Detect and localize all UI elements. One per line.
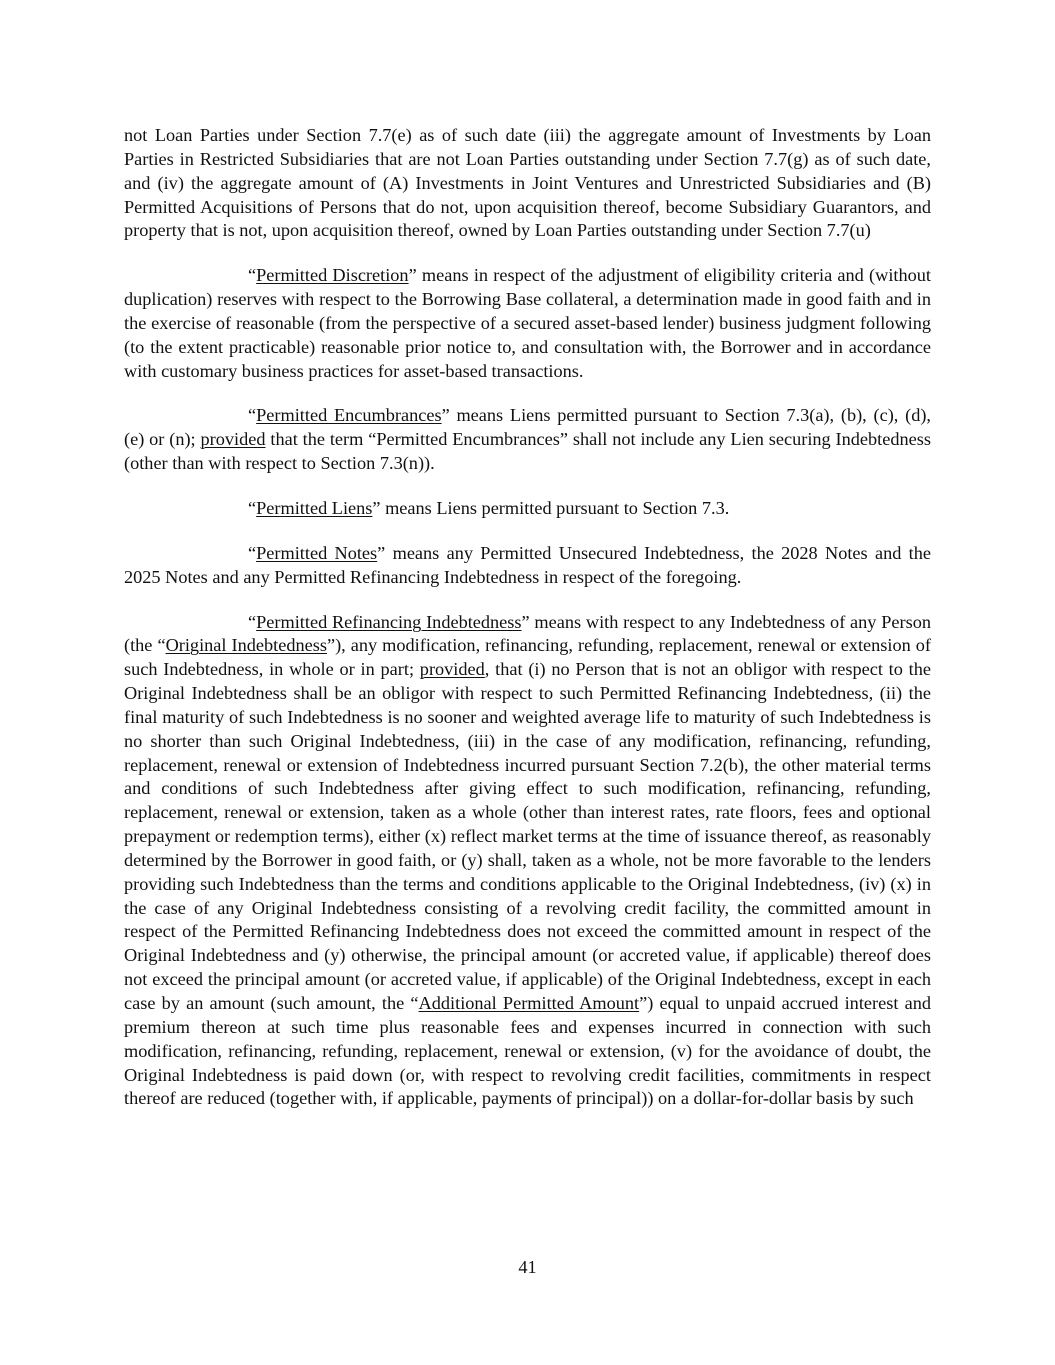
defined-term-additional-permitted-amount: Additional Permitted Amount xyxy=(418,993,640,1013)
definition-text: ”), any modification, refinancing, refunding, replacement, renewal or extension of such Indebtedness, in whole or in part; xyxy=(124,635,932,680)
defined-term: Permitted Discretion xyxy=(256,265,409,286)
paragraph-text: not Loan Parties under Section 7.7(e) as of such date (iii) the aggregate amount of Investments by Loan Parties in Restricted Subsidiaries that are not Loan Parties outstanding under Section 7.7(g) as of such date, and (iv) the aggregate amount of (A) Investments in Joint Ventures and Unrestricted Subsidiaries and (B) Permitted Acquisitions of Persons that do not, upon acquisition thereof, become Subsidiary Guarantors, and property that is not, upon acquisition thereof, owned by Loan Parties outstanding under Section 7.7(u) xyxy=(124,125,931,241)
definition-text: ” means with respect to any Indebtedness of any Person (the “ xyxy=(124,611,931,656)
definition-text: , that (i) no Person that is not an obligor with respect to the Original Indebtedness shall be an obligor with respect to such Permitted Refinancing Indebtedness, (ii) the final maturity of such Indebtedness is no sooner and weighted average life to maturity of such Indebtedness is no shorter than such Original Indebtedness, (iii) in the case of any modification, refinancing, refunding, replacement, renewal or extension of Indebtedness incurred pursuant Section 7.2(b), the other material terms and conditions of such Indebtedness after giving effect to such modification, refinancing, refunding, replacement, renewal or extension, taken as a whole (other than interest rates, rate floors, fees and optional prepayment or redemption terms), either (x) reflect market terms at the time of issuance thereof, as reasonably determined by the Borrower in good faith, or (y) shall, taken as a whole, not be more favorable to the lenders providing such Indebtedness than the terms and conditions applicable to the Original Indebtedness, (iv) (x) in the case of any Original Indebtedness consisting of a revolving credit facility, the committed amount in respect of the Permitted Refinancing Indebtedness does not exceed the committed amount in respect of the Original Indebtedness and (y) otherwise, the principal amount (or accreted value, if applicable) thereof does not exceed the principal amount (or accreted value, if applicable) of the Original Indebtedness, except in each case by an amount (such amount, the “ xyxy=(124,659,931,1013)
definition-text: ”) equal to unpaid accrued interest and premium thereon at such time plus reasonable fees and expenses incurred in connection with such modification, refinancing, refunding, replacement, renewal or extension, (v) for the avoidance of doubt, the Original Indebtedness is paid down (or, with respect to revolving credit facilities, commitments in respect thereof are reduced (together with, if applicable, payments of principal)) on a dollar-for-dollar basis by such xyxy=(124,993,931,1109)
defined-term: Permitted Liens xyxy=(256,497,373,518)
provided-term: provided xyxy=(200,429,266,450)
definition-text: ” means Liens permitted pursuant to Section 7.3. xyxy=(372,497,730,518)
definition-text: that the term “Permitted Encumbrances” shall not include any Lien securing Indebtedness (other than with respect to Section 7.3(n)). xyxy=(124,429,931,474)
definition-permitted-refinancing-indebtedness: “Permitted Refinancing Indebtedness” means with respect to any Indebtedness of any Person (the “Original Indebtedness”), any modification, refinancing, refunding, replacement, renewal or extension of such Indebtedness, in whole or in part; provided, that (i) no Person that is not an obligor with respect to the Original Indebtedness shall be an obligor with respect to such Permitted Refinancing Indebtedness, (ii) the final maturity of such Indebtedness is no sooner and weighted average life to maturity of such Indebtedness is no shorter than such Original Indebtedness, (iii) in the case of any modification, refinancing, refunding, replacement, renewal or extension of Indebtedness incurred pursuant Section 7.2(b), the other material terms and conditions of such Indebtedness after giving effect to such modification, refinancing, refunding, replacement, renewal or extension, taken as a whole (other than interest rates, rate floors, fees and optional prepayment or redemption terms), either (x) reflect market terms at the time of issuance thereof, as reasonably determined by the Borrower in good faith, or (y) shall, taken as a whole, not be more favorable to the lenders providing such Indebtedness than the terms and conditions applicable to the Original Indebtedness, (iv) (x) in the case of any Original Indebtedness consisting of a revolving credit facility, the committed amount in respect of the Permitted Refinancing Indebtedness does not exceed the committed amount in respect of the Original Indebtedness and (y) otherwise, the principal amount (or accreted value, if applicable) thereof does not exceed the principal amount (or accreted value, if applicable) of the Original Indebtedness, except in each case by an amount (such amount, the “Additional Permitted Amount”) equal to unpaid accrued interest and premium thereon at such time plus reasonable fees and expenses incurred in connection with such modification, refinancing, refunding, replacement, renewal or extension, (v) for the avoidance of doubt, the Original Indebtedness is paid down (or, with respect to revolving credit facilities, commitments in respect thereof are reduced (together with, if applicable, payments of principal)) on a dollar-for-dollar basis by such xyxy=(124,611,932,1109)
page-number: 41 xyxy=(518,1257,537,1277)
defined-term: Permitted Refinancing Indebtedness xyxy=(256,611,522,632)
definition-permitted-notes: “Permitted Notes” means any Permitted Unsecured Indebtedness, the 2028 Notes and the 2025 Notes and any Permitted Refinancing Indebtedness in respect of the foregoing. xyxy=(124,542,931,587)
definition-permitted-discretion: “Permitted Discretion” means in respect of the adjustment of eligibility criteria and (without duplication) reserves with respect to the Borrowing Base collateral, a determination made in good faith and in the exercise of reasonable (from the perspective of a secured asset-based lender) business judgment following (to the extent practicable) reasonable prior notice to, and consultation with, the Borrower and in accordance with customary business practices for asset-based transactions. xyxy=(124,265,931,381)
provided-term: provided xyxy=(419,659,485,680)
defined-term: Permitted Encumbrances xyxy=(256,405,442,426)
defined-term-original-indebtedness: Original Indebtedness xyxy=(165,635,327,656)
definition-permitted-encumbrances: “Permitted Encumbrances” means Liens permitted pursuant to Section 7.3(a), (b), (c), (d), (e) or (n); provided that the term “Permitted Encumbrances” shall not include any Lien securing Indebtedness (other than with respect to Section 7.3(n)). xyxy=(124,405,931,474)
document-page xyxy=(124,124,931,1111)
definition-text: ” means any Permitted Unsecured Indebtedness, the 2028 Notes and the 2025 Notes and any Permitted Refinancing Indebtedness in respect of the foregoing. xyxy=(124,542,931,587)
definition-permitted-liens: “Permitted Liens” means Liens permitted pursuant to Section 7.3. xyxy=(248,497,730,518)
definition-text: ” means in respect of the adjustment of eligibility criteria and (without duplication) reserves with respect to the Borrowing Base collateral, a determination made in good faith and in the exercise of reasonable (from the perspective of a secured asset-based lender) business judgment following (to the extent practicable) reasonable prior notice to, and consultation with, the Borrower and in accordance with customary business practices for asset-based transactions. xyxy=(124,265,931,381)
definition-text: ” means Liens permitted pursuant to Section 7.3(a), (b), (c), (d), (e) or (n); xyxy=(124,405,931,450)
defined-term: Permitted Notes xyxy=(256,542,378,563)
paragraph-continuation xyxy=(124,124,931,243)
